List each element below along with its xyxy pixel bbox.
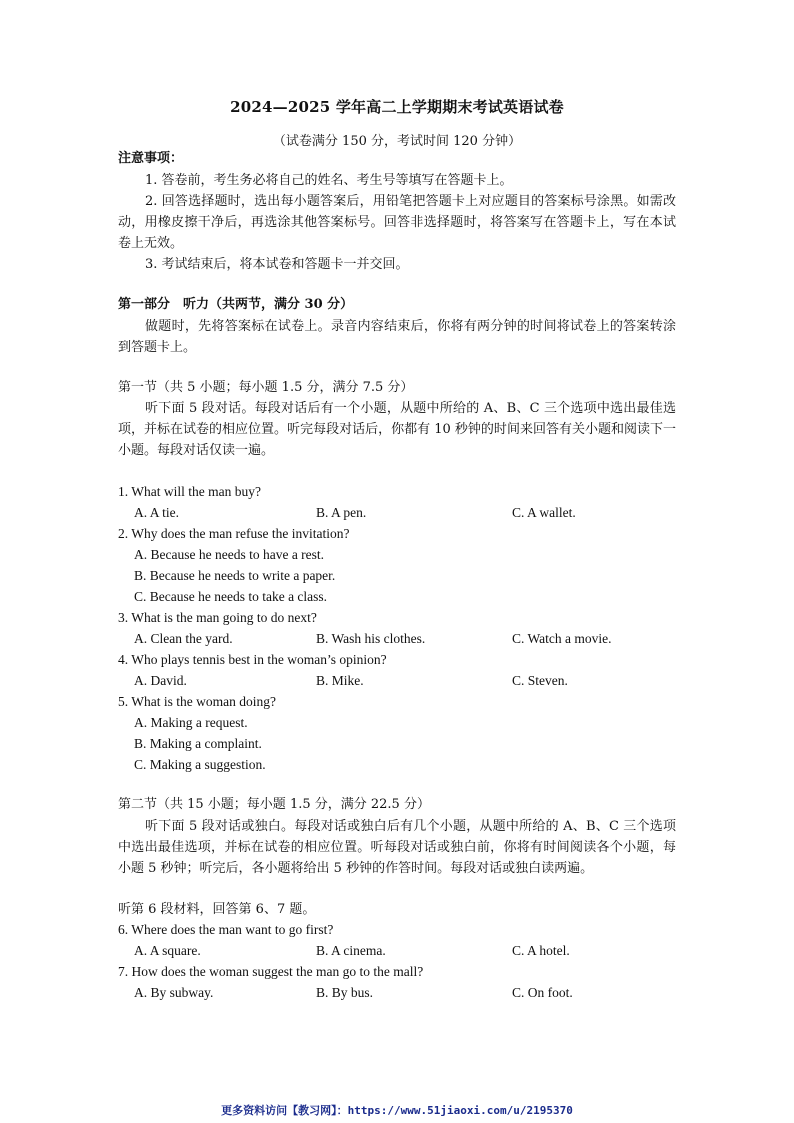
q5-option-a: A. Making a request. [134,715,248,730]
q1-option-a: A. A tie. [134,505,180,520]
q1-option-b: B. A pen. [316,505,367,520]
q2-option-a: A. Because he needs to have a rest. [134,547,325,562]
q7-option-a: A. By subway. [134,985,214,1000]
part1-intro: 做题时，先将答案标在试卷上。录音内容结束后，你将有两分钟的时间将试卷上的答案转涂到答题卡上。 [118,319,676,355]
q4-option-a: A. David. [134,673,187,688]
q4-option-b: B. Mike. [316,673,364,688]
question-2: 2. Why does the man refuse the invitation? [118,526,350,541]
material-6-heading: 听第 6 段材料，回答第 6、7 题。 [118,902,316,917]
q5-option-b: B. Making a complaint. [134,736,262,751]
question-7: 7. How does the woman suggest the man go to the mall? [118,964,424,979]
q3-option-b: B. Wash his clothes. [316,631,426,646]
q6-option-c: C. A hotel. [512,943,570,958]
q4-option-c: C. Steven. [512,673,568,688]
q7-option-b: B. By bus. [316,985,374,1000]
notice-item-2: 2. 回答选择题时，选出每小题答案后，用铅笔把答题卡上对应题目的答案标号涂黑。如需改动，用橡皮擦干净后，再选涂其他答案标号。回答非选择题时，将答案写在答题卡上，写在本试卷上无效。 [118,194,676,251]
question-1: 1. What will the man buy? [118,484,261,499]
q6-option-a: A. A square. [134,943,201,958]
section2-heading: 第二节（共 15 小题；每小题 1.5 分，满分 22.5 分） [118,797,430,812]
q5-option-c: C. Making a suggestion. [134,757,266,772]
section1-heading: 第一节（共 5 小题；每小题 1.5 分，满分 7.5 分） [118,380,414,395]
q2-option-c: C. Because he needs to take a class. [134,589,328,604]
question-4: 4. Who plays tennis best in the woman’s opinion? [118,652,387,667]
question-3: 3. What is the man going to do next? [118,610,317,625]
section2-intro: 听下面 5 段对话或独白。每段对话或独白后有几个小题，从题中所给的 A、B、C 三个选项中选出最佳选项，并标在试卷的相应位置。听每段对话或独白前，你将有时间阅读各个小题，每小题 5 秒钟；听完后，各小题将给出 5 秒钟的作答时间。每段对话或独白读两遍。 [118,819,676,876]
question-5: 5. What is the woman doing? [118,694,276,709]
q2-option-b: B. Because he needs to write a paper. [134,568,336,583]
q3-option-a: A. Clean the yard. [134,631,233,646]
notice-item-1: 1. 答卷前，考生务必将自己的姓名、考生号等填写在答题卡上。 [145,173,513,188]
exam-title: 2024—2025 学年高二上学期期末考试英语试卷 [230,98,564,116]
q1-option-c: C. A wallet. [512,505,576,520]
q3-option-c: C. Watch a movie. [512,631,612,646]
q6-option-b: B. A cinema. [316,943,386,958]
q7-option-c: C. On foot. [512,985,573,1000]
footer-resource-link[interactable]: 更多资料访问【教习网】：https://www.51jiaoxi.com/u/2195370 [221,1104,573,1117]
exam-subtitle: （试卷满分 150 分，考试时间 120 分钟） [272,134,522,149]
notice-heading: 注意事项： [118,151,184,166]
part1-heading: 第一部分 听力（共两节，满分 30 分） [118,297,354,312]
section1-intro: 听下面 5 段对话。每段对话后有一个小题，从题中所给的 A、B、C 三个选项中选出最佳选项，并标在试卷的相应位置。听完每段对话后，你都有 10 秒钟的时间来回答有关小题和阅读下一小题。每段对话仅读一遍。 [118,401,676,458]
question-6: 6. Where does the man want to go first? [118,922,334,937]
notice-item-3: 3. 考试结束后，将本试卷和答题卡一并交回。 [145,257,409,272]
